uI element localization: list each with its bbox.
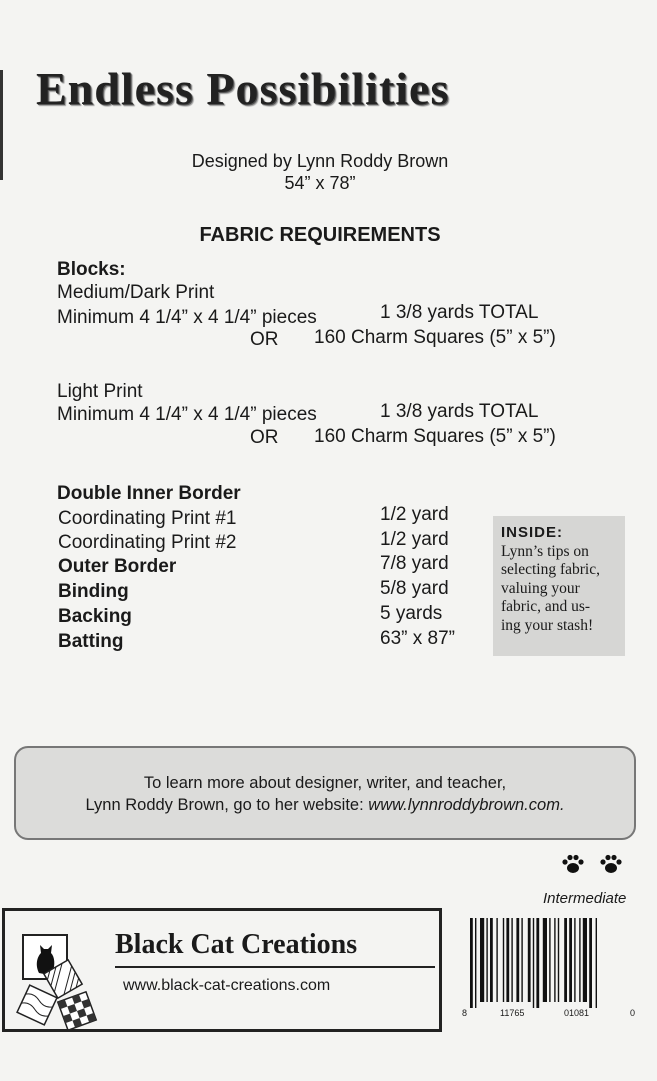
medium-print-name: Medium/Dark Print [57,282,215,303]
inside-line: ing your stash! [501,616,594,634]
inner-border-heading: Double Inner Border [57,483,241,504]
coord-print-1-name: Coordinating Print #1 [58,508,237,529]
inside-line: selecting fabric, [501,561,600,578]
inside-heading: INSIDE: [501,524,564,541]
coord-print-2-name: Coordinating Print #2 [58,532,237,553]
learn-more-box [14,746,636,840]
fabric-requirements-heading: FABRIC REQUIREMENTS [199,224,441,246]
binding-name: Binding [58,581,129,602]
medium-print-or: OR [250,329,279,350]
barcode-lead-digit: 8 [462,1008,468,1018]
backing-amount: 5 yards [380,603,443,624]
batting-name: Batting [58,631,124,652]
coord-print-1-amount: 1/2 yard [380,504,449,525]
quilt-size: 54” x 78” [284,173,356,193]
publisher-logo-box [2,908,442,1032]
website-link[interactable]: www.lynnroddybrown.com. [368,796,565,814]
light-print-amount: 1 3/8 yards TOTAL [380,401,539,422]
medium-print-minimum: Minimum 4 1/4” x 4 1/4” pieces [57,307,317,328]
coord-print-2-amount: 1/2 yard [380,529,449,550]
light-print-name: Light Print [57,381,143,402]
backing-name: Backing [58,606,132,627]
paw-print-icon [560,853,586,875]
paw-print-icon [598,853,624,875]
black-cat-quilt-logo-icon [15,929,105,1029]
outer-border-name: Outer Border [58,556,177,577]
difficulty-paws [560,853,632,880]
upc-barcode [460,918,640,1018]
barcode-check-digit: 0 [630,1008,636,1018]
light-print-alt: 160 Charm Squares (5” x 5”) [314,426,556,447]
inside-callout [493,516,625,656]
learn-more-text: Lynn Roddy Brown, go to her website: [85,796,364,814]
light-print-minimum: Minimum 4 1/4” x 4 1/4” pieces [57,404,317,425]
brand-divider [115,966,435,968]
barcode-group-1: 11765 [500,1008,525,1018]
batting-amount: 63” x 87” [380,628,455,649]
medium-print-amount: 1 3/8 yards TOTAL [380,302,539,323]
designer-block [0,150,640,194]
barcode-bars-icon [460,918,640,1008]
outer-border-amount: 7/8 yard [380,553,449,574]
learn-more-line1: To learn more about designer, writer, and teacher, [143,774,507,792]
brand-website[interactable]: www.black-cat-creations.com [123,977,331,994]
skill-level: Intermediate [543,890,627,907]
inside-line: Lynn’s tips on [501,542,589,560]
barcode-group-2: 01081 [564,1008,590,1018]
inside-line: valuing your [501,579,580,597]
designer-credit: Designed by Lynn Roddy Brown [191,151,449,171]
medium-print-alt: 160 Charm Squares (5” x 5”) [314,327,556,348]
light-print-or: OR [250,427,279,448]
learn-more-line2 [16,794,634,816]
binding-amount: 5/8 yard [380,578,449,599]
brand-name: Black Cat Creations [115,929,358,960]
pattern-title: Endless Possibilities [36,63,450,114]
inside-line: fabric, and us- [501,598,591,615]
blocks-heading: Blocks: [57,259,126,280]
